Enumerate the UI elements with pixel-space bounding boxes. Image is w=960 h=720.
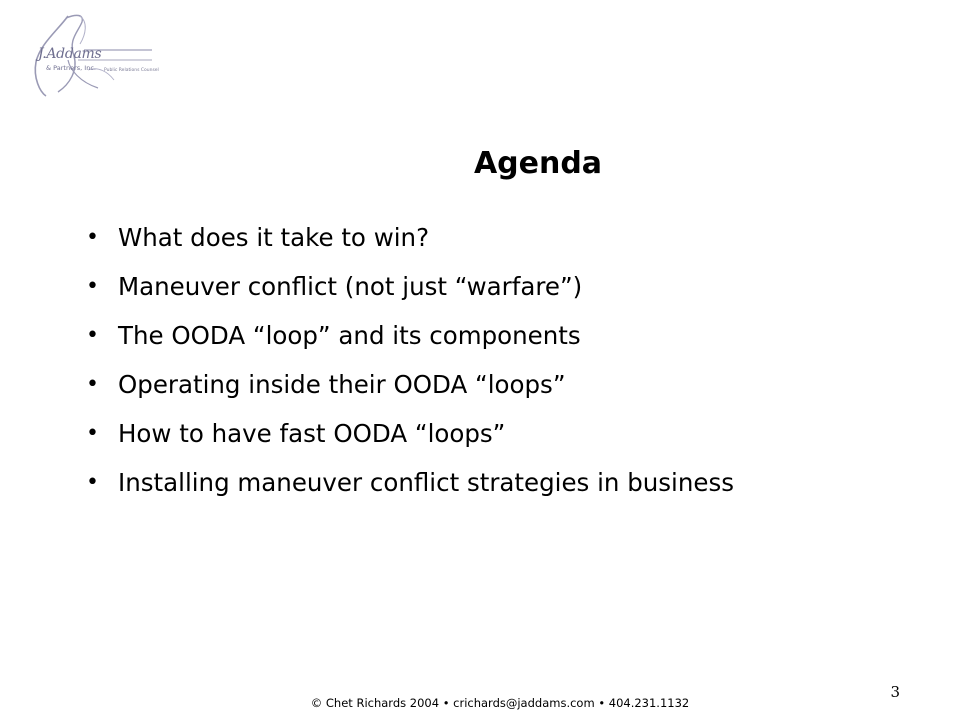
agenda-item	[84, 224, 844, 252]
bullet-icon: •	[86, 274, 99, 299]
agenda-item-text: Maneuver conflict (not just “warfare”)	[118, 272, 583, 301]
agenda-item	[84, 420, 844, 448]
company-logo	[28, 10, 178, 100]
page-number: 3	[890, 683, 900, 701]
agenda-item	[84, 469, 844, 497]
agenda-item-text: Installing maneuver conflict strategies in business	[118, 468, 734, 497]
agenda-item-text: What does it take to win?	[118, 223, 430, 252]
bullet-icon: •	[86, 323, 99, 348]
agenda-item	[84, 371, 844, 399]
bullet-icon: •	[86, 225, 99, 250]
agenda-item-text: The OODA “loop” and its components	[118, 321, 581, 350]
logo-tagline: Public Relations Counsel	[104, 68, 159, 73]
agenda-item	[84, 322, 844, 350]
bullet-icon: •	[86, 470, 99, 495]
agenda-list	[84, 224, 844, 518]
footer-contact: © Chet Richards 2004 • crichards@jaddams.com • 404.231.1132	[310, 696, 690, 710]
bullet-icon: •	[86, 372, 99, 397]
slide-title: Agenda	[473, 146, 603, 181]
agenda-item-text: Operating inside their OODA “loops”	[118, 370, 566, 399]
logo-name: J.Addams	[38, 46, 102, 62]
bullet-icon: •	[86, 421, 99, 446]
logo-subtitle: & Partners, Inc.	[46, 64, 96, 72]
agenda-item-text: How to have fast OODA “loops”	[118, 419, 506, 448]
agenda-item	[84, 273, 844, 301]
